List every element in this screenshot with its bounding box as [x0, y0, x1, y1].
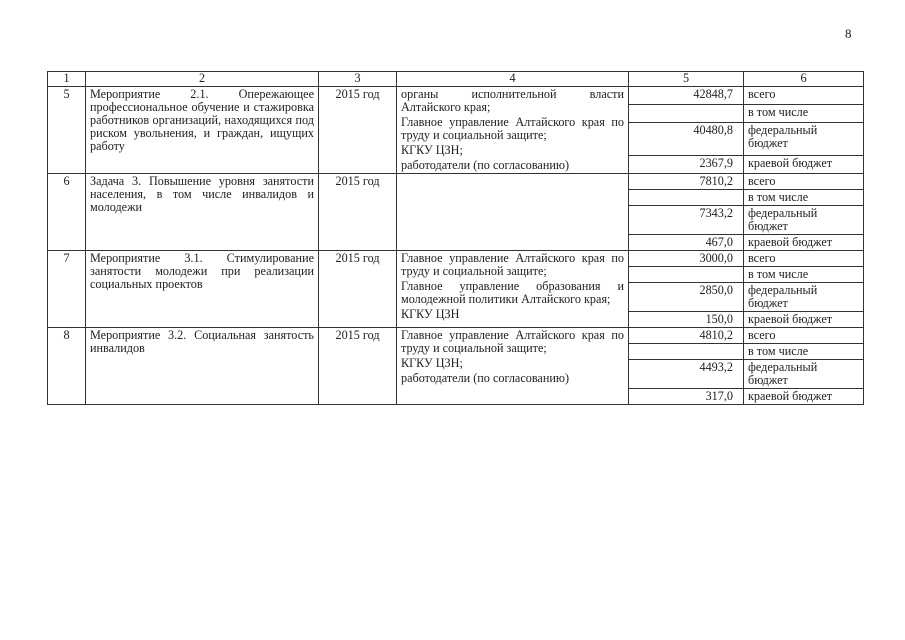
funding-amount	[629, 105, 744, 123]
funding-amount: 2850,0	[629, 283, 744, 312]
funding-amount	[629, 267, 744, 283]
period: 2015 год	[319, 174, 397, 251]
executor: работодатели (по согласованию)	[401, 158, 570, 172]
funding-source: всего	[744, 251, 864, 267]
funding-source: федеральный бюджет	[744, 206, 864, 235]
funding-amount: 4493,2	[629, 360, 744, 389]
funding-source: в том числе	[744, 190, 864, 206]
row-number: 5	[48, 87, 86, 174]
column-number: 2	[86, 72, 319, 87]
period: 2015 год	[319, 251, 397, 328]
funding-source: всего	[744, 87, 864, 105]
funding-amount: 3000,0	[629, 251, 744, 267]
table-row	[48, 251, 864, 267]
funding-source: в том числе	[744, 105, 864, 123]
funding-source: в том числе	[744, 267, 864, 283]
program-activities-table	[47, 71, 864, 405]
funding-source: в том числе	[744, 344, 864, 360]
funding-amount	[629, 344, 744, 360]
table-row	[48, 174, 864, 190]
executor: КГКУ ЦЗН;	[401, 356, 463, 370]
executor: Главное управление образования и молодежной политики Алтайского края;	[401, 279, 624, 306]
executor: Главное управление Алтайского края по труду и социальной защите;	[401, 251, 624, 278]
column-number: 1	[48, 72, 86, 87]
period: 2015 год	[319, 87, 397, 174]
funding-source: федеральный бюджет	[744, 283, 864, 312]
funding-source: федеральный бюджет	[744, 360, 864, 389]
executors-cell	[397, 328, 629, 405]
funding-amount: 40480,8	[629, 123, 744, 156]
row-number: 7	[48, 251, 86, 328]
column-number: 4	[397, 72, 629, 87]
funding-amount: 2367,9	[629, 155, 744, 173]
executor: работодатели (по согласованию)	[401, 371, 570, 385]
executor: КГКУ ЦЗН	[401, 307, 460, 321]
executors-cell	[397, 87, 629, 174]
funding-source: федеральный бюджет	[744, 123, 864, 156]
executor: КГКУ ЦЗН;	[401, 143, 463, 157]
page-number: 8	[845, 26, 852, 41]
row-number: 6	[48, 174, 86, 251]
funding-amount: 150,0	[629, 312, 744, 328]
funding-amount	[629, 190, 744, 206]
funding-amount: 467,0	[629, 235, 744, 251]
funding-source: краевой бюджет	[744, 312, 864, 328]
funding-source: краевой бюджет	[744, 155, 864, 173]
executor: Главное управление Алтайского края по труду и социальной защите;	[401, 115, 624, 142]
table-row	[48, 87, 864, 105]
funding-source: всего	[744, 328, 864, 344]
activity-name: Задача 3. Повышение уровня занятости населения, в том числе инвалидов и молодежи	[86, 174, 319, 251]
executor: Главное управление Алтайского края по труду и социальной защите;	[401, 328, 624, 355]
executors-cell	[397, 251, 629, 328]
executors-cell	[397, 174, 629, 251]
column-number: 5	[629, 72, 744, 87]
table-row	[48, 328, 864, 344]
funding-source: краевой бюджет	[744, 235, 864, 251]
period: 2015 год	[319, 328, 397, 405]
activity-name: Мероприятие 3.2. Социальная занятость инвалидов	[86, 328, 319, 405]
funding-amount: 4810,2	[629, 328, 744, 344]
funding-source: всего	[744, 174, 864, 190]
funding-amount: 7810,2	[629, 174, 744, 190]
activity-name: Мероприятие 3.1. Стимулирование занятости молодежи при реализации социальных проектов	[86, 251, 319, 328]
funding-amount: 7343,2	[629, 206, 744, 235]
activity-name: Мероприятие 2.1. Опережающее профессиональное обучение и стажировка работников организаций, находящихся под риском увольнения, и граждан, ищущих работу	[86, 87, 319, 174]
funding-amount: 317,0	[629, 389, 744, 405]
column-number: 6	[744, 72, 864, 87]
executor: органы исполнительной власти Алтайского края;	[401, 87, 624, 114]
column-number: 3	[319, 72, 397, 87]
funding-source: краевой бюджет	[744, 389, 864, 405]
column-number-row	[48, 72, 864, 87]
row-number: 8	[48, 328, 86, 405]
funding-amount: 42848,7	[629, 87, 744, 105]
